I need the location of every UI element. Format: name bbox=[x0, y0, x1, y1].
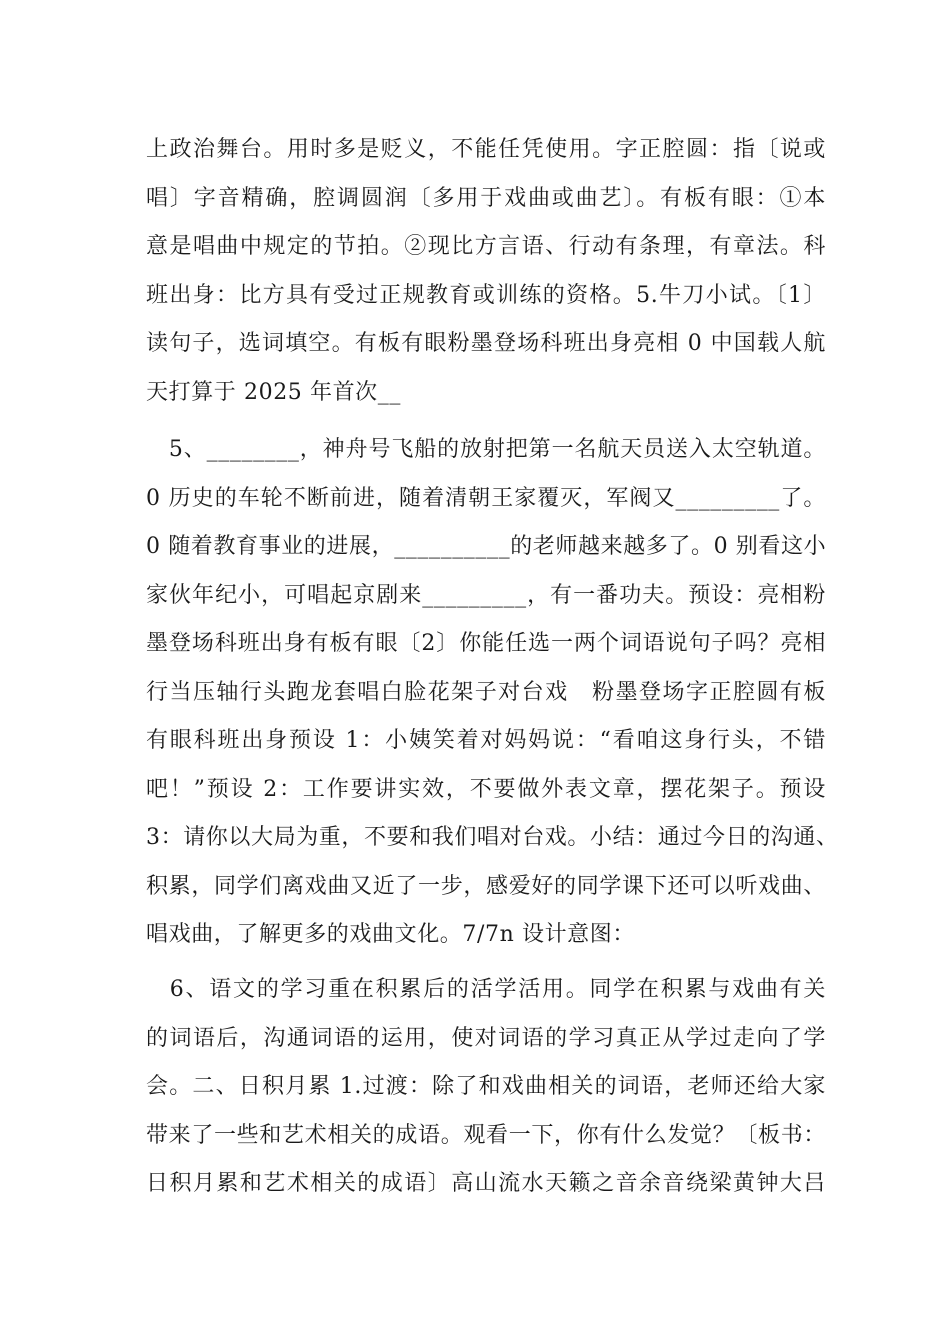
text-line: 有眼科班出身预设 1：小姨笑着对妈妈说：“看咱这身行头，不错 bbox=[146, 728, 826, 753]
text-line: 3：请你以大局为重，不要和我们唱对台戏。小结：通过今日的沟通、 bbox=[146, 825, 839, 850]
paragraph-2 bbox=[146, 426, 839, 960]
text-line: 积累，同学们离戏曲又近了一步，感爱好的同学课下还可以听戏曲、 bbox=[146, 873, 826, 899]
text-line: 读句子，选词填空。有板有眼粉墨登场科班出身亮相 0 中国载人航 bbox=[146, 331, 826, 356]
text-line: 上政治舞台。用时多是贬义，不能任凭使用。字正腔圆：指〔说或 bbox=[146, 137, 826, 162]
text-line: 日积月累和艺术相关的成语〕高山流水天籁之音余音绕梁黄钟大吕 bbox=[146, 1171, 826, 1196]
text-line: 0 随着教育事业的进展，__________的老师越来越多了。0 别看这小 bbox=[146, 534, 827, 559]
paragraph-1 bbox=[146, 126, 826, 417]
text-line: 墨登场科班出身有板有眼〔2〕你能任选一两个词语说句子吗？亮相 bbox=[146, 631, 826, 656]
text-line: 行当压轴行头跑龙套唱白脸花架子对台戏 粉墨登场字正腔圆有板 bbox=[146, 679, 826, 705]
text-line: 6、语文的学习重在积累后的活学活用。同学在积累与戏曲有关 bbox=[146, 977, 826, 1002]
text-line: 会。二、日积月累 1.过渡：除了和戏曲相关的词语，老师还给大家 bbox=[146, 1074, 826, 1099]
text-line: 0 历史的车轮不断前进，随着清朝王家覆灭，军阀又_________了。 bbox=[146, 485, 826, 511]
text-line: 天打算于 2025 年首次__ bbox=[146, 379, 401, 405]
text-line: 带来了一些和艺术相关的成语。观看一下，你有什么发觉？〔板书： bbox=[146, 1122, 826, 1148]
text-line: 5、________，神舟号飞船的放射把第一名航天员送入太空轨道。 bbox=[146, 437, 826, 462]
text-line: 班出身：比方具有受过正规教育或训练的资格。5.牛刀小试。〔1〕 bbox=[146, 282, 826, 308]
text-line: 唱戏曲，了解更多的戏曲文化。7/7n 设计意图： bbox=[146, 922, 635, 947]
text-line: 家伙年纪小，可唱起京剧来_________，有一番功夫。预设：亮相粉 bbox=[146, 582, 826, 608]
text-line: 唱〕字音精确，腔调圆润〔多用于戏曲或曲艺〕。有板有眼：①本 bbox=[146, 185, 826, 211]
paragraph-3 bbox=[146, 966, 826, 1209]
text-line: 的词语后，沟通词语的运用，使对词语的学习真正从学过走向了学 bbox=[146, 1025, 826, 1051]
text-line: 吧！”预设 2：工作要讲实效，不要做外表文章，摆花架子。预设 bbox=[146, 776, 826, 802]
text-line: 意是唱曲中规定的节拍。②现比方言语、行动有条理，有章法。科 bbox=[146, 234, 826, 259]
